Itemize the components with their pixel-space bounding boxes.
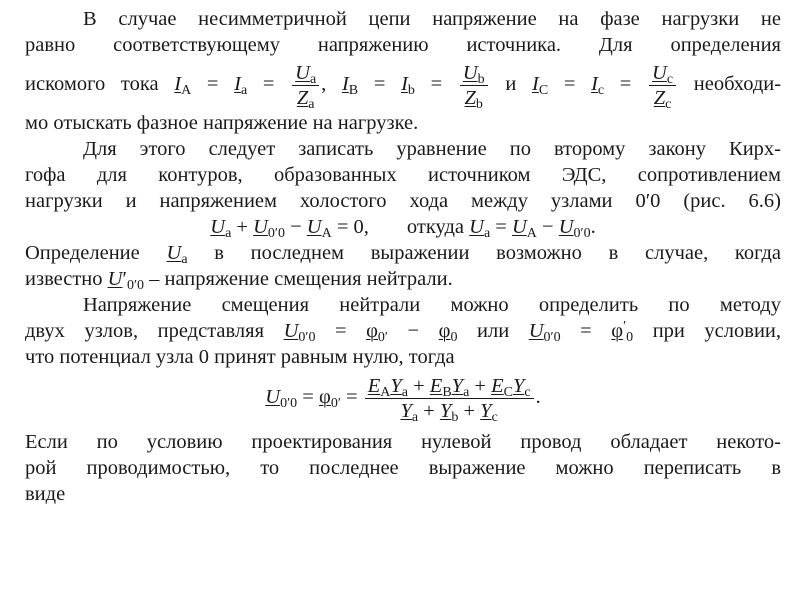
text-fragment: необходи- (693, 73, 782, 95)
text-line: мо отыскать фазное напряжение на нагрузке. (25, 112, 419, 134)
paragraph-5 (25, 429, 781, 507)
neutral-offset-voltage-formula: $U_{0'0} = \varphi_{0'}$ = $\frac{E_AY_a + E_BY_a + E_CY_c}{Y_a + Y_b + Y_c}$ . (265, 375, 541, 425)
paragraph-4 (25, 292, 781, 370)
text-line: Для этого следует записать уравнение по второму закону Кирх- (83, 138, 781, 160)
text-line: виде (25, 483, 66, 505)
paragraph-2 (25, 136, 781, 240)
text-line: гофа для контуров, образованных источником ЭДС, сопротивлением (25, 164, 781, 186)
text-line: рой проводимостью, то последнее выражение можно переписать в (25, 457, 781, 479)
text-line: что потенциал узла 0 принят равным нулю, тогда (25, 346, 455, 368)
current-formula-c: $I_C = I_c$ = $\frac{U_c}{Z_c}$ (532, 73, 694, 95)
text-line: нагрузки и напряжением холостого хода между узлами 0′0 (рис. 6.6) (25, 190, 781, 212)
text-line: двух узлов, представляя $U_{0'0} = \varphi_{0'} - \varphi_0$ или $U_{0'0} = \varphi'_0$ при условии, (25, 319, 782, 345)
text-fragment: откуда (406, 216, 465, 238)
text-fragment: и (505, 73, 517, 95)
text-line: Напряжение смещения нейтрали можно определить по методу (83, 294, 781, 316)
paragraph-3 (25, 240, 781, 292)
text-line: В случае несимметричной цепи напряжение на фазе нагрузки не (83, 8, 781, 30)
current-formula-b: $I_B = I_b$ = $\frac{U_b}{Z_b}$ (342, 73, 505, 95)
paragraph-1 (25, 6, 781, 136)
text-fragment: искомого тока (25, 73, 159, 95)
current-formula-a: $I_A = I_a$ = $\frac{U_a}{Z_a}$ , (174, 61, 327, 112)
text-line-with-current-formulas (25, 58, 781, 110)
kirchhoff-equation: $U_a + U_{0'0} - U_A = 0$, откуда $U_a = U_A - U_{0'0}$. (210, 216, 596, 241)
text-line: Определение $U_a$ в последнем выражении возможно в случае, когда (25, 242, 782, 267)
text-line: равно соответствующему напряжению источника. Для определения (25, 34, 781, 56)
text-line: Если по условию проектирования нулевой провод обладает некото- (25, 431, 781, 453)
text-line: известно $U'_{0'0}$ – напряжение смещения нейтрали. (25, 268, 453, 293)
